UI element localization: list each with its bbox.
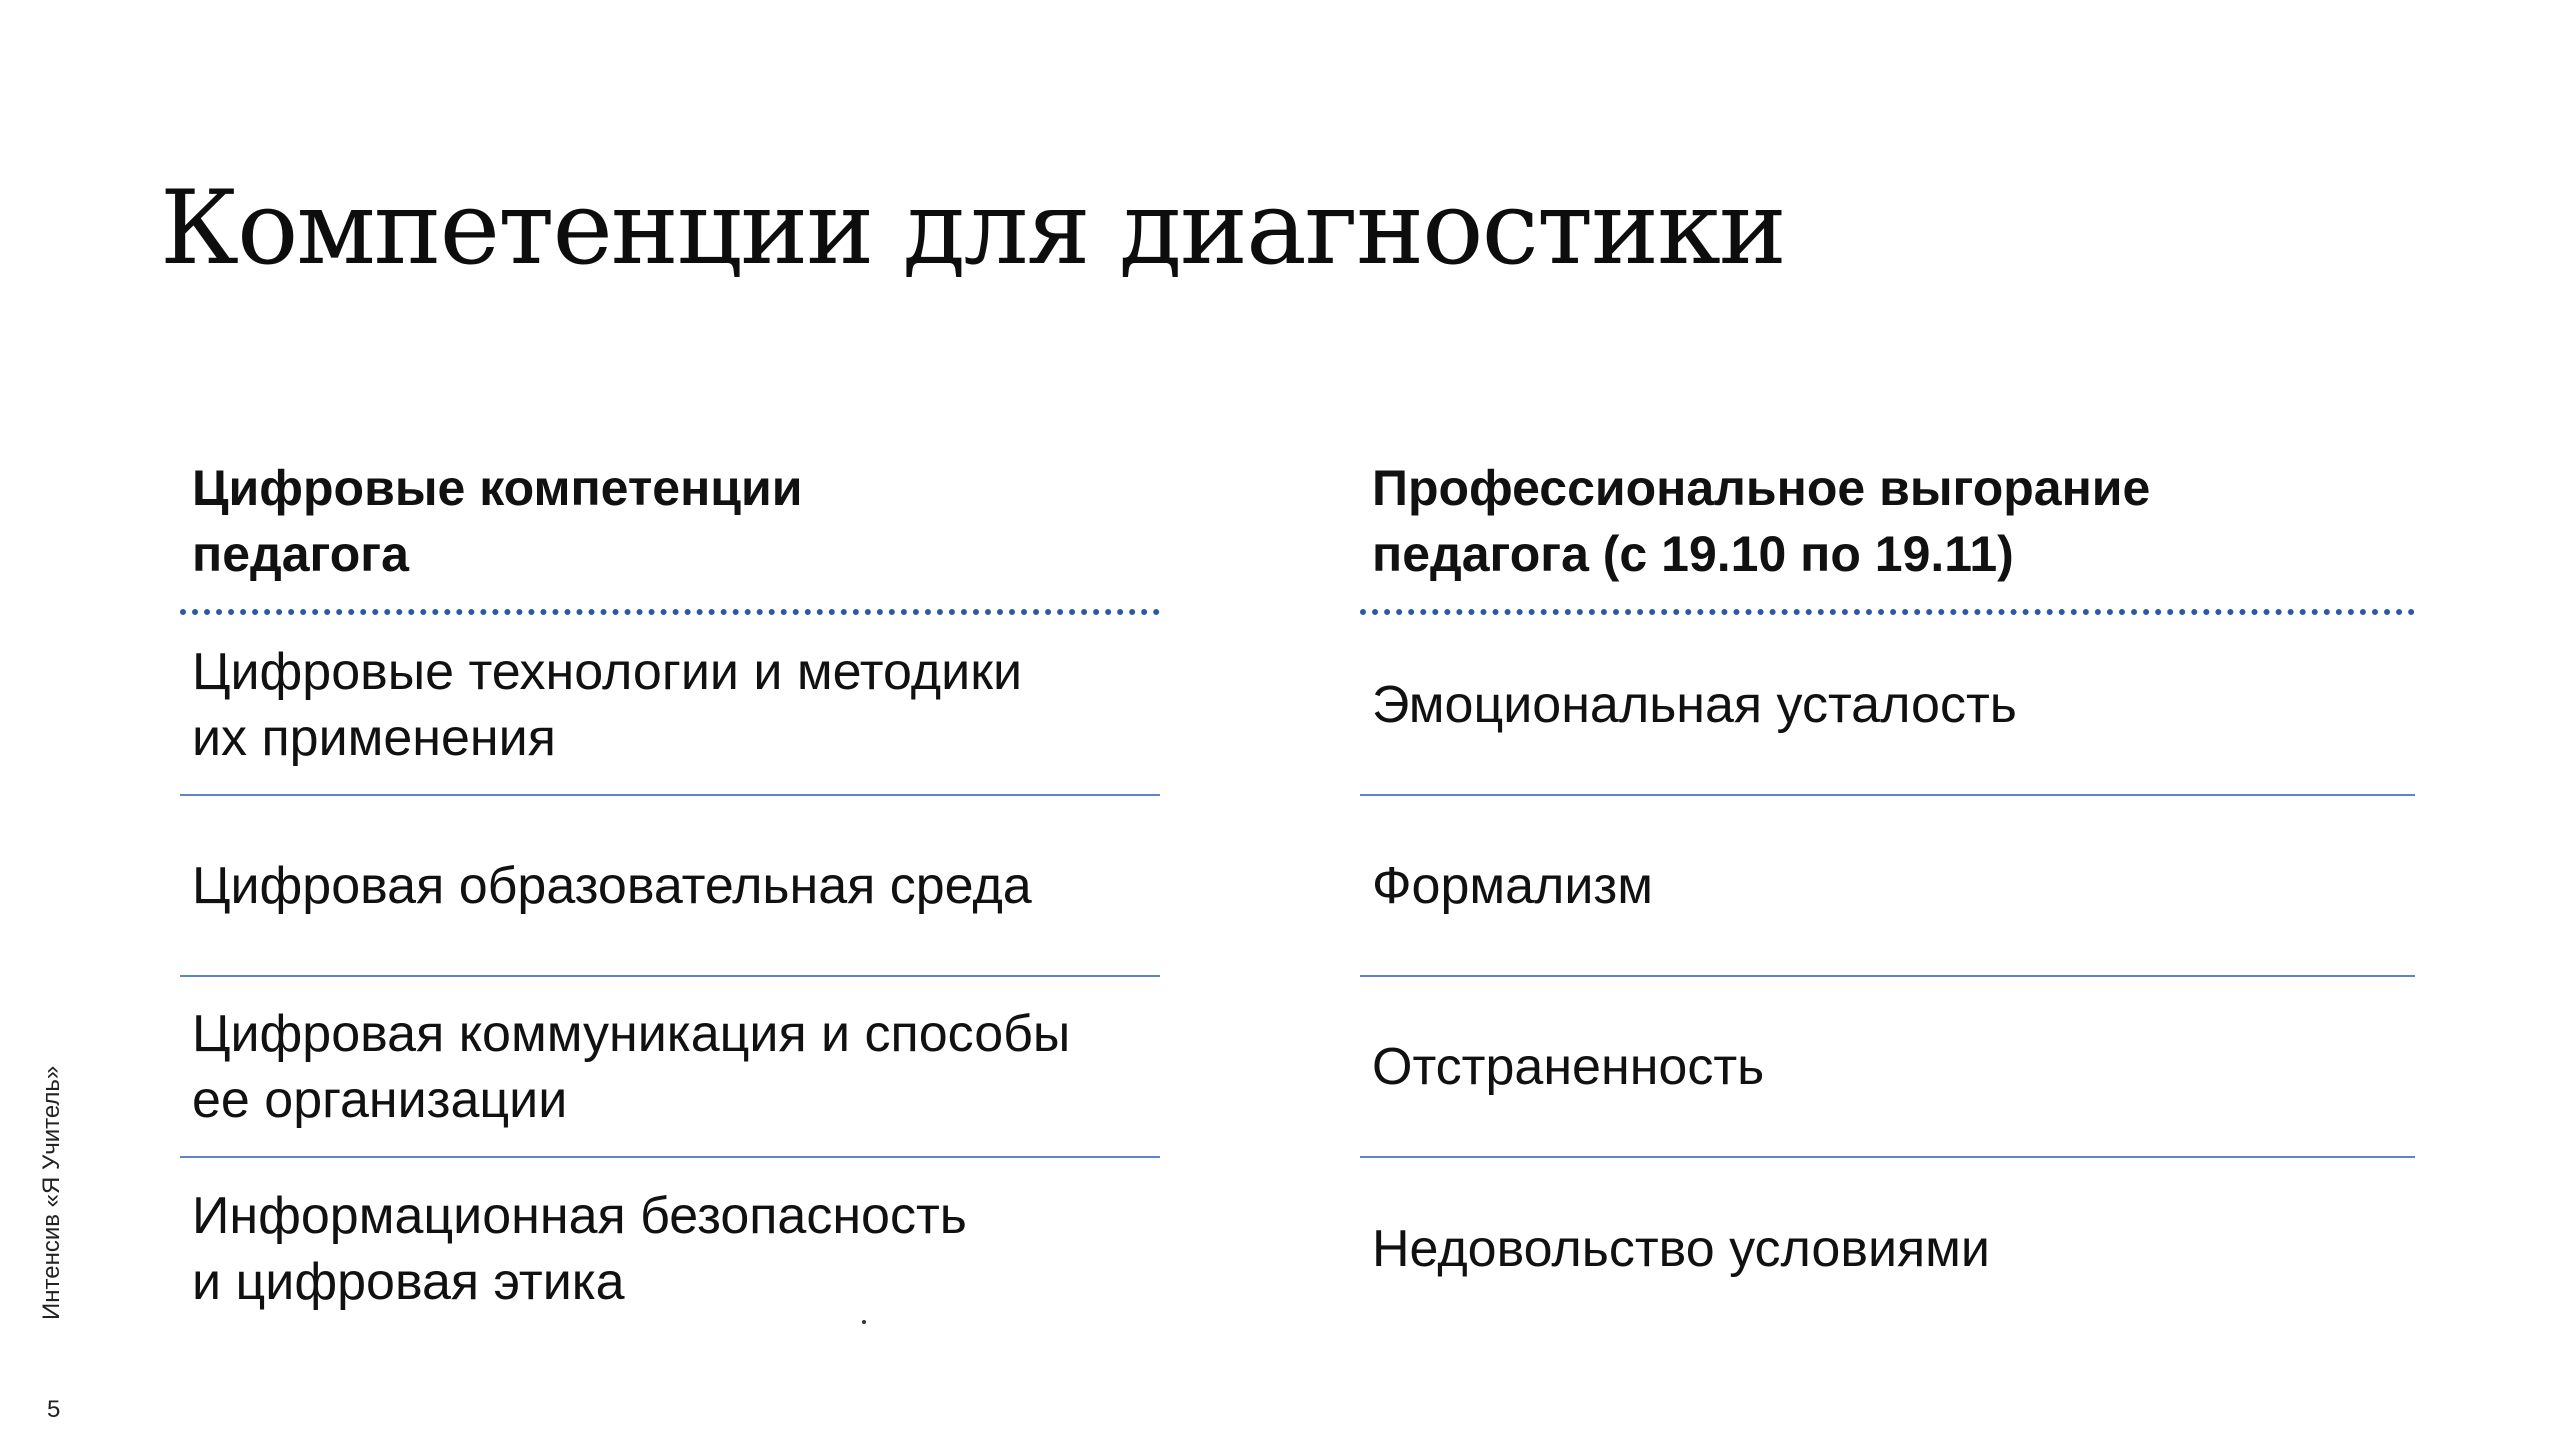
list-item-information-security <box>180 1158 1160 1339</box>
column-heading-professional-burnout <box>1360 455 2415 615</box>
list-item-digital-environment <box>180 796 1160 977</box>
list-item-digital-communication <box>180 977 1160 1158</box>
item-line: Эмоциональная усталость <box>1372 675 2017 734</box>
decorative-dot <box>862 1320 866 1324</box>
heading-line: Профессиональное выгорание <box>1372 460 2151 516</box>
item-line: и цифровая этика <box>192 1252 625 1311</box>
item-line: Формализм <box>1372 856 1654 915</box>
item-line: Информационная безопасность <box>192 1186 967 1245</box>
item-line: Недовольство условиями <box>1372 1219 1990 1278</box>
list-item-dissatisfaction <box>1360 1158 2415 1339</box>
heading-line: Цифровые компетенции <box>192 460 803 516</box>
digital-competencies-column <box>180 455 1160 1339</box>
list-item-detachment <box>1360 977 2415 1158</box>
professional-burnout-column <box>1360 455 2415 1339</box>
list-item-formalism <box>1360 796 2415 977</box>
item-line: Отстраненность <box>1372 1037 1765 1096</box>
item-line: Цифровые технологии и методики <box>192 642 1022 701</box>
list-item-digital-technologies <box>180 615 1160 796</box>
item-line: Цифровая коммуникация и способы <box>192 1004 1071 1063</box>
list-item-emotional-fatigue <box>1360 615 2415 796</box>
page-number: 5 <box>47 1396 61 1423</box>
side-label: Интенсив «Я Учитель» <box>38 1065 65 1320</box>
item-line: их применения <box>192 708 556 767</box>
item-line: ее организации <box>192 1070 568 1129</box>
item-line: Цифровая образовательная среда <box>192 856 1032 915</box>
heading-line: педагога <box>192 526 409 582</box>
column-heading-digital-competencies <box>180 455 1160 615</box>
slide-title: Компетенции для диагностики <box>160 169 1785 288</box>
heading-line: педагога (с 19.10 по 19.11) <box>1372 526 2014 582</box>
